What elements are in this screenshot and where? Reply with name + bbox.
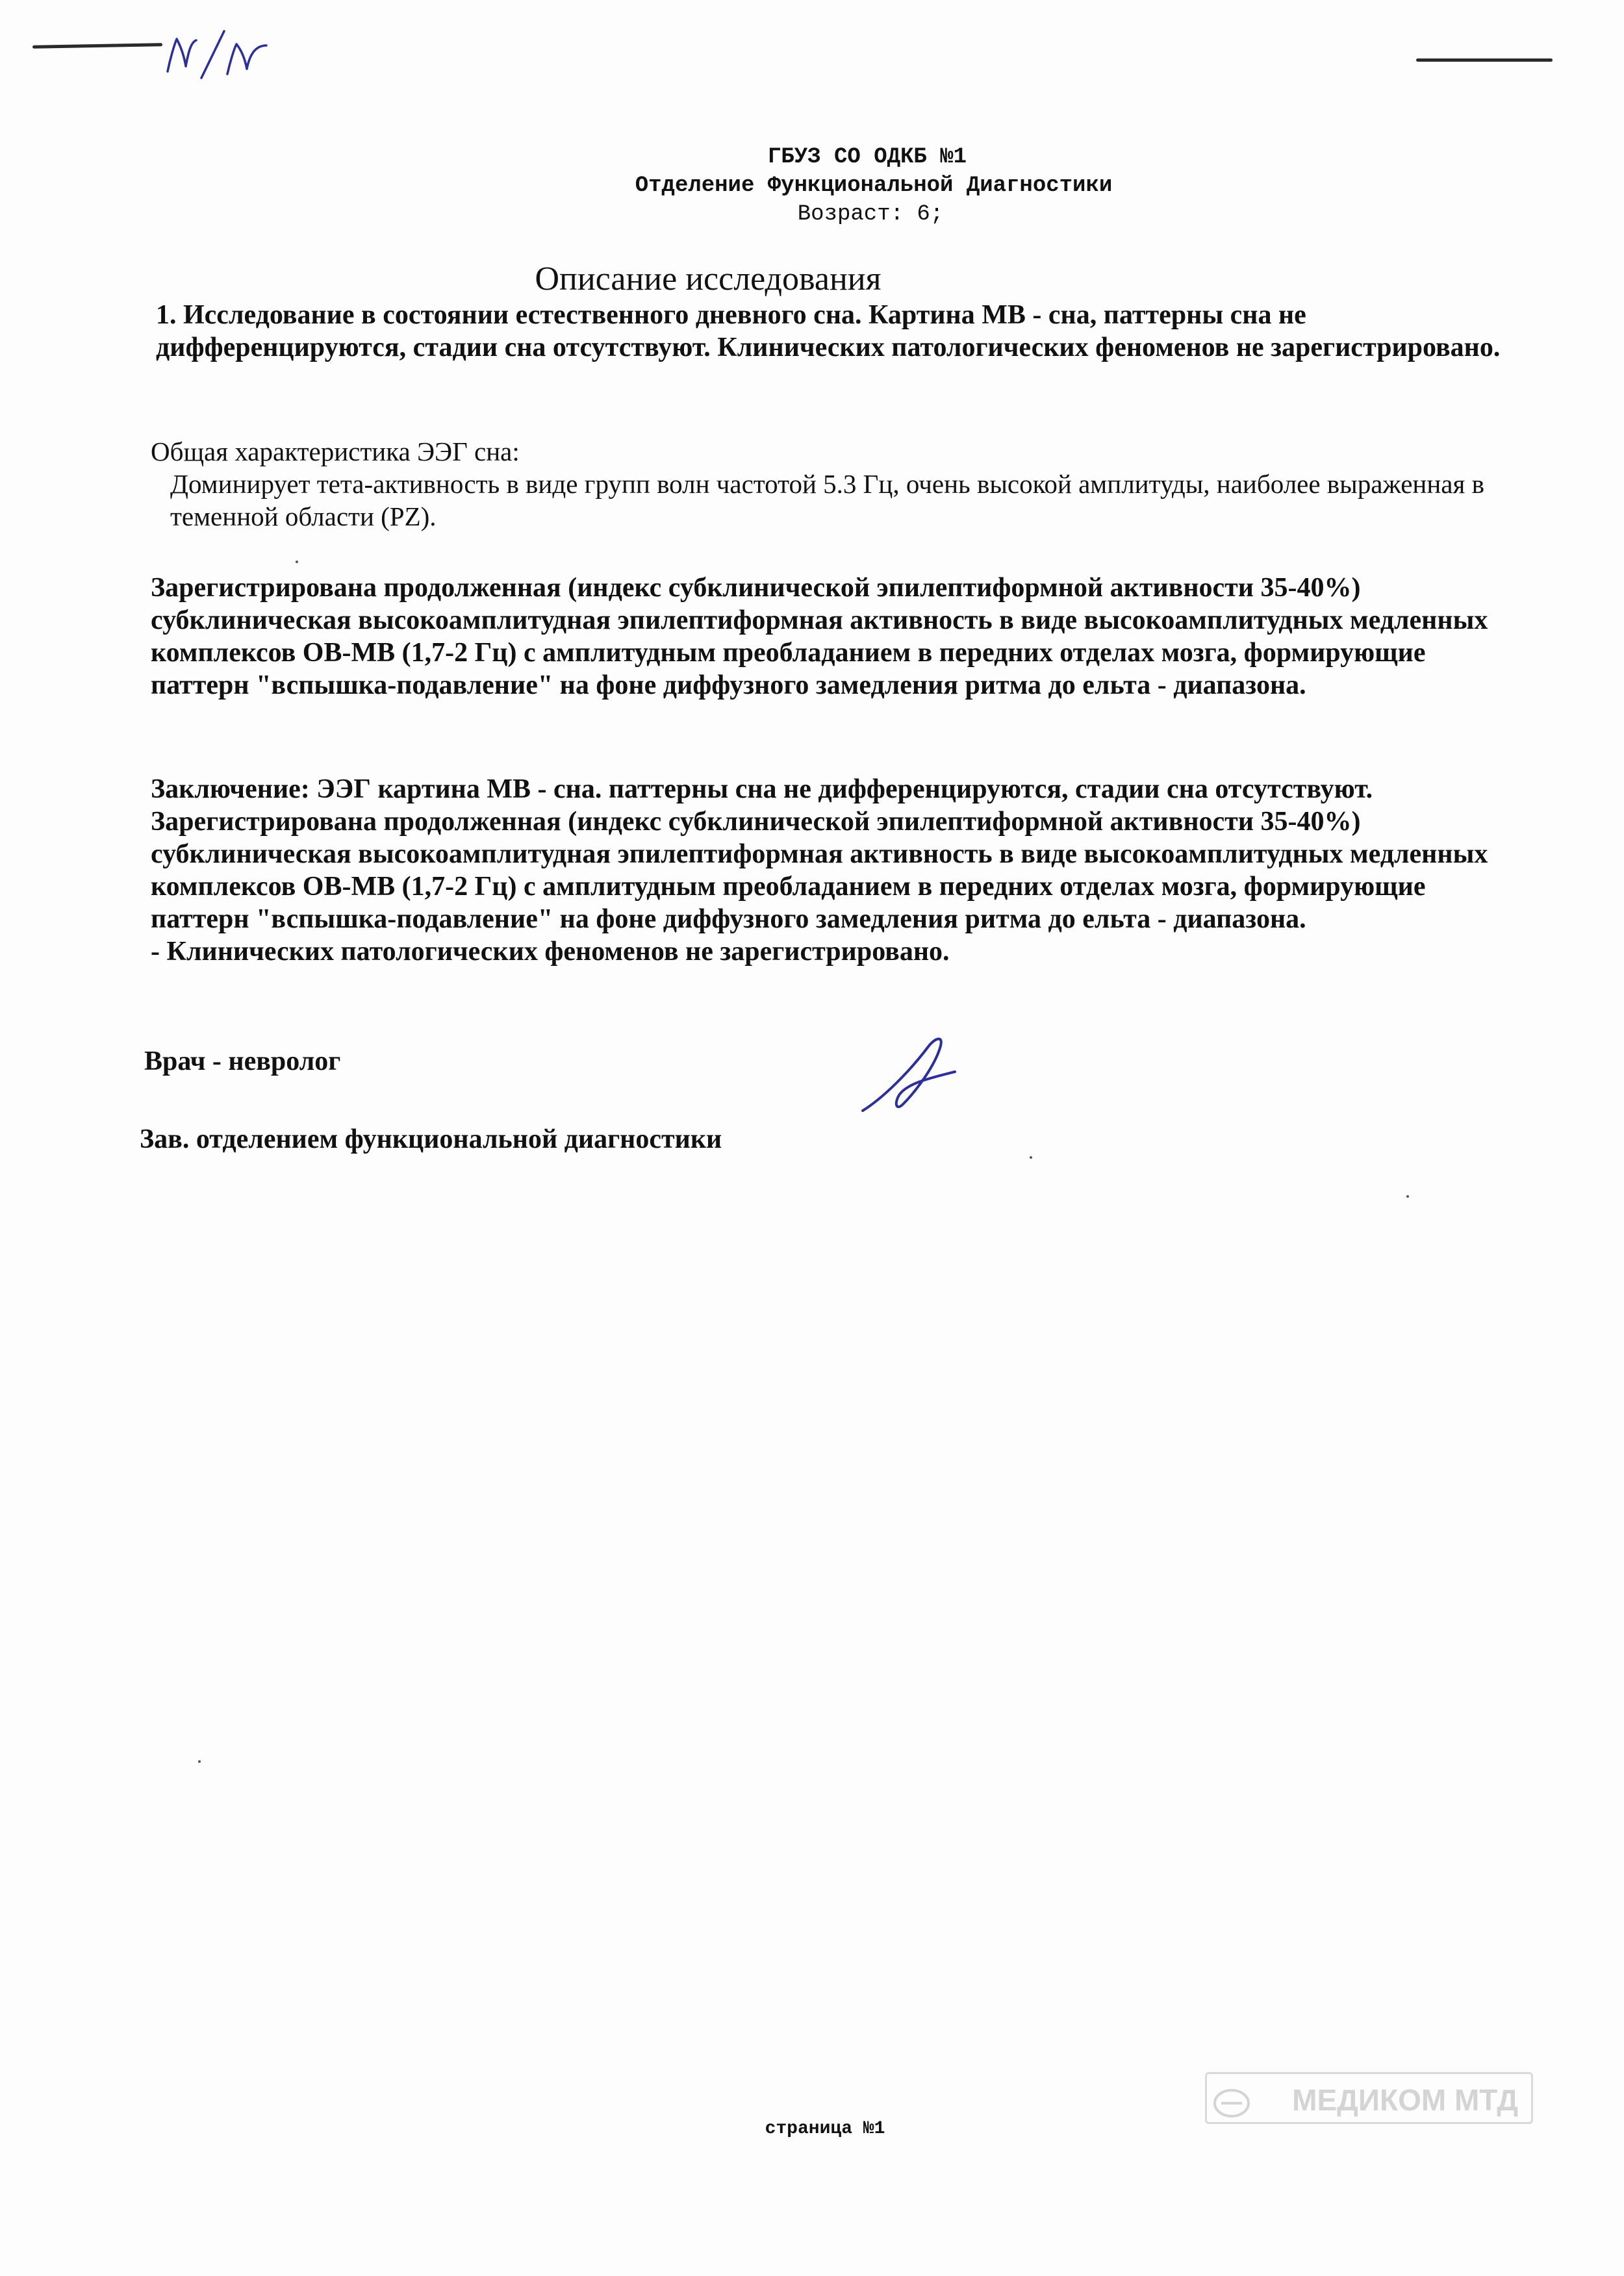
conclusion-main: Заключение: ЭЭГ картина МВ - сна. паттерны сна не дифференцируются, стадии сна отсутствуют. Зарегистрирована продолженная (индекс субклинической эпилептиформной активности 35-40%) субклиническая высокоамплитудная эпилептиформная активность в виде высокоамплитудных медленных комплексов ОВ-МВ (1,7-2 Гц) с амплитудным преобладанием в передних отделах мозга, формирующие паттерн "вспышка-подавление" на фоне диффузного замедления ритма до ельта - диапазона. — [151, 774, 1488, 934]
handwritten-note — [162, 26, 273, 88]
handwritten-signature — [857, 1033, 968, 1120]
institution-name: ГБУЗ СО ОДКБ №1 — [767, 145, 967, 170]
page-number: страница №1 — [765, 2119, 885, 2139]
study-section-1: 1. Исследование в состоянии естественного дневного сна. Картина МВ - сна, паттерны сна не дифференцируются, стадии сна отсутствуют. Клинических патологических феноменов не зарегистрировано. — [156, 300, 1501, 362]
document-title: Описание исследования — [535, 260, 882, 297]
scan-speck — [296, 561, 298, 563]
conclusion — [151, 773, 1495, 968]
general-eeg-characteristic — [151, 435, 1495, 533]
report-header — [0, 143, 1624, 229]
head-of-department-title: Зав. отделением функциональной диагностики — [140, 1124, 722, 1154]
scan-speck — [1406, 1195, 1409, 1198]
patient-age: Возраст: 6; — [797, 202, 944, 227]
department-name: Отделение Функциональной Диагностики — [635, 173, 1113, 198]
scanner-watermark — [1205, 2072, 1533, 2124]
general-text: Доминирует тета-активность в виде групп волн частотой 5.3 Гц, очень высокой амплитуды, наиболее выраженная в теменной области (PZ). — [170, 469, 1484, 531]
watermark-text: МЕДИКОМ МТД — [1292, 2083, 1518, 2117]
scan-edge-mark-right — [1416, 58, 1553, 62]
scan-speck — [1030, 1156, 1032, 1159]
scan-speck — [198, 1760, 201, 1763]
doctor-title: Врач - невролог — [144, 1046, 341, 1076]
scan-edge-mark-left — [32, 43, 162, 48]
general-label: Общая характеристика ЭЭГ сна: — [151, 436, 520, 466]
registered-activity: Зарегистрирована продолженная (индекс субклинической эпилептиформной активности 35-40%) субклиническая высокоамплитудная эпилептиформная активность в виде высокоамплитудных медленных комплексов ОВ-МВ (1,7-2 Гц) с амплитудным преобладанием в передних отделах мозга, формирующие паттерн "вспышка-подавление" на фоне диффузного замедления ритма до ельта - диапазона. — [151, 573, 1488, 700]
conclusion-tail: - Клинических патологических феноменов не зарегистрировано. — [151, 937, 950, 967]
